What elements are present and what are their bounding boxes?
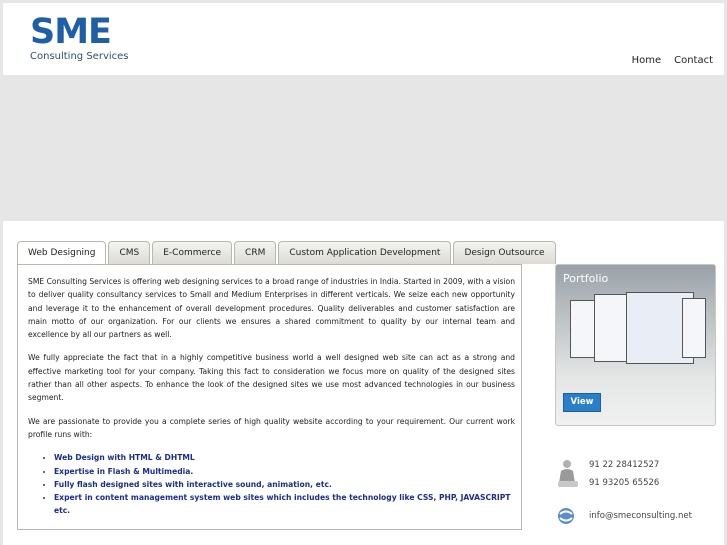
screenshot-thumb <box>682 298 706 358</box>
nav-contact-link[interactable]: Contact <box>674 55 713 66</box>
tab-cms[interactable]: CMS <box>108 241 150 264</box>
tab-content-panel <box>17 264 522 530</box>
list-item: • Expert in content management system web sites which includes the technology like CSS, PHP, JAVASCRIPT etc. <box>54 491 515 518</box>
list-item: • Web Design with HTML & DHTML <box>54 451 515 464</box>
email-address[interactable]: info@smeconsulting.net <box>589 511 692 521</box>
services-list <box>28 451 515 517</box>
tab-custom-application-development[interactable]: Custom Application Development <box>278 241 451 264</box>
portfolio-title: Portfolio <box>563 272 609 285</box>
banner-area <box>3 76 724 220</box>
list-item: • Expertise in Flash & Multimedia. <box>54 465 515 478</box>
phone-number-2: 91 93205 65526 <box>589 478 660 488</box>
tab-design-outsource[interactable]: Design Outsource <box>453 241 555 264</box>
tab-e-commerce[interactable]: E-Commerce <box>152 241 232 264</box>
intro-paragraph: SME Consulting Services is offering web designing services to a broad range of industries in India. Started in 2009, with a vision to deliver quality consultancy services to Small and Medium Enterprises in different verticals. We seize each new opportunity and leverage it to the enhancement of overall development procedures. Quality deliverables and customer satisfaction are main motto of our organization. For our clients we ensures a shared commitment to quality by our internal team and excellence by all our partners as well. <box>28 277 516 340</box>
portfolio-screenshots <box>570 292 704 362</box>
portfolio-box <box>555 264 716 426</box>
service-tabs <box>17 241 556 264</box>
phone-number-1: 91 22 28412527 <box>589 460 660 470</box>
email-icon <box>556 506 576 526</box>
tab-crm[interactable]: CRM <box>234 241 276 264</box>
phone-icon <box>556 457 580 489</box>
site-header <box>3 3 724 75</box>
tab-web-designing[interactable]: Web Designing <box>17 241 106 266</box>
portfolio-view-button[interactable]: View <box>563 393 601 412</box>
logo-tagline: Consulting Services <box>30 51 129 62</box>
logo[interactable]: SME <box>30 12 111 52</box>
top-nav <box>632 55 713 66</box>
list-item: • Fully flash designed sites with interactive sound, animation, etc. <box>54 478 515 491</box>
marketing-paragraph: We fully appreciate the fact that in a highly competitive business world a well designed web site can act as a strong and effective marketing tool for your company. Taking this fact to consideration we focus more on quality of the designed sites rather than all other aspects. To enhance the look of the designed sites we use most advanced technologies in our business segment. <box>28 353 515 403</box>
contact-block <box>556 455 721 540</box>
screenshot-thumb <box>594 294 628 362</box>
nav-home-link[interactable]: Home <box>631 55 662 66</box>
profile-paragraph: We are passionate to provide you a complete series of high quality website according to your requirement. Our current work profile runs with: <box>28 416 515 439</box>
